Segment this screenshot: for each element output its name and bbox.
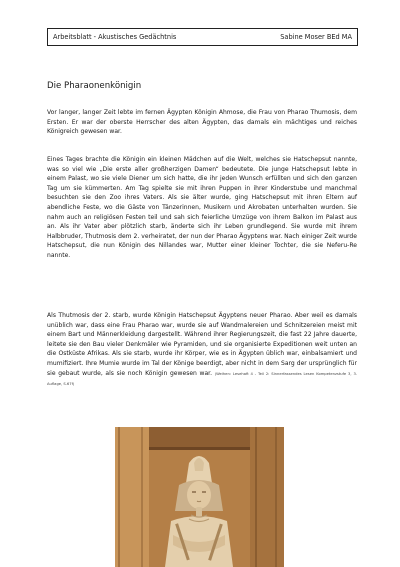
paragraph-intro: Vor langer, langer Zeit lebte im fernen Ägypten Königin Ahmose, die Frau von Pharao Thumosis, dem Ersten. Er war der oberste Herrscher des alten Ägypten, das damals ein mächtiges und reiches Königreich gewesen war. <box>47 109 357 136</box>
worksheet-header <box>47 28 358 46</box>
document-title: Die Pharaonenkönigin <box>47 81 142 91</box>
hatshepsut-statue-photo <box>115 427 284 567</box>
author-name: Sabine Moser BEd MA <box>280 33 352 41</box>
paragraph-reign <box>47 311 357 390</box>
statue-illustration <box>115 427 284 567</box>
source-note: (Weihen: Lesehaft 4 - Teil 2: Sinnerfassendes Lesen Kompetenzstufe 3, 3. Auflage, S.67f) <box>47 371 357 387</box>
worksheet-type-label: Arbeitsblatt - Akustisches Gedächtnis <box>53 33 177 41</box>
paragraph-reign-text: Als Thutmosis der 2. starb, wurde Königin Hatschepsut Ägyptens neuer Pharao. Aber weil es damals unüblich war, dass eine Frau Pharao war, wurde sie auf Wandmalereien und Schnitzereien meist mit einem Bart und Männerkleidung dargestellt. Während ihrer Regierungszeit, die fast 22 Jahre dauerte, leitete sie den Bau vieler Denkmäler wie Pyramiden, und sie organisierte Expeditionen weit unten an die Ostküste Afrikas. Als sie starb, wurde ihr Körper, wie es in Ägypten üblich war, einbalsamiert und mumifiziert. Ihre Mumie wurde im Tal der Könige beerdigt, aber nicht in dem Sarg der ursprünglich für sie gebaut wurde, als sie noch Königin gewesen war. <box>47 312 357 377</box>
paragraph-childhood: Eines Tages brachte die Königin ein kleinen Mädchen auf die Welt, welches sie Hatschepsut nannte, was so viel wie „Die erste aller großherzigen Damen“ bedeutete. Die junge Hatschepsut lebte in einem Palast, wo sie viele Diener um sich hatte, die ihr jeden Wunsch erfüllten und sich den ganzen Tag um sie kümmerten. Am Tag spielte sie mit ihren Puppen in ihrer Kinderstube und manchmal besuchten sie den Zoo ihres Vaters. Als sie älter wurde, ging Hatschepsut mit ihren Eltern auf abendliche Feste, wo die Gäste von Tänzerinnen, Musikern und Akrobaten unterhalten wurden. Sie nahm auch an religiösen Festen teil und sah sich feierliche Umzüge von ihrem Balkon im Palast aus an. Als ihr Vater aber plötzlich starb, änderte sich ihr Leben grundlegend. Sie wurde mit ihrem Halbbruder, Thutmosis dem 2. verheiratet, der nun der Pharao Ägyptens war. Nach einiger Zeit wurde Hatschepsut, die nun Königin des Nillandes war, Mutter einer kleiner Tochter, die sie Neferu-Re nannte. <box>47 156 357 259</box>
